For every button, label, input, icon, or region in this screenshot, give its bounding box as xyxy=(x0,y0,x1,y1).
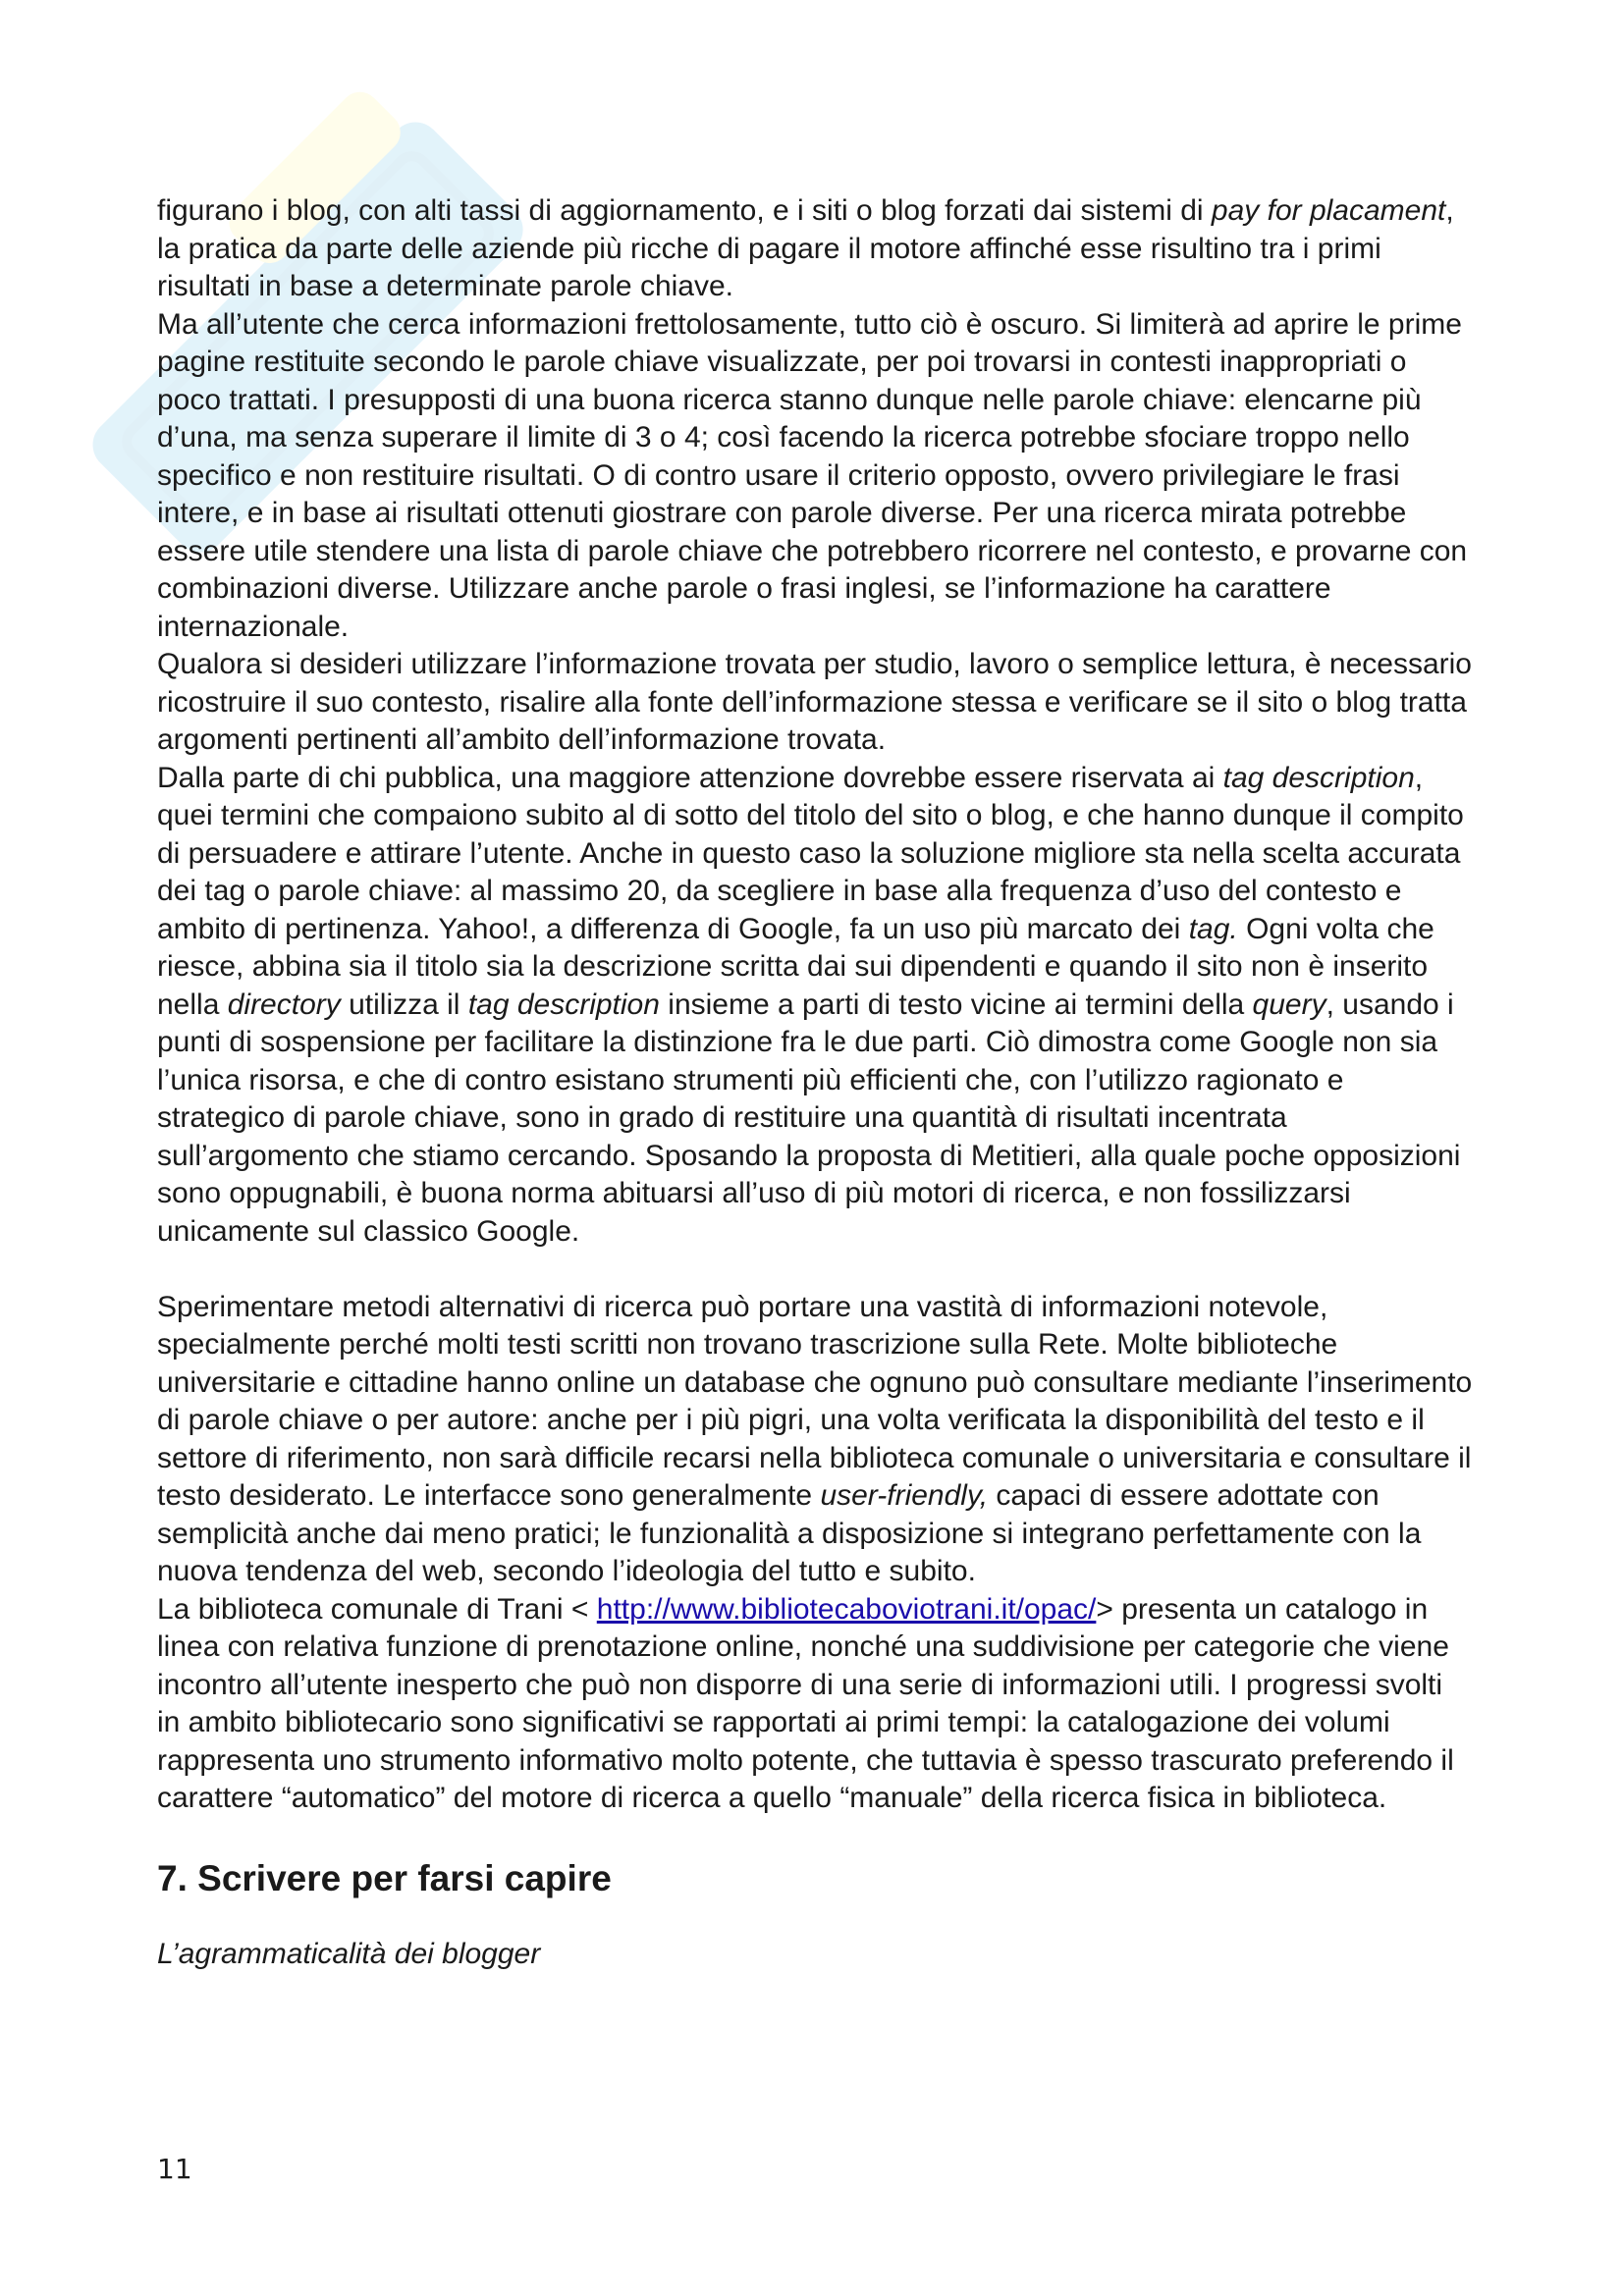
body-paragraph xyxy=(157,306,1473,647)
body-paragraph xyxy=(157,1289,1473,1591)
text-run: , la pratica da parte delle aziende più ricche di pagare il motore affinché esse risultino tra i primi risultati in base a determinate parole chiave. xyxy=(157,194,1454,302)
text-run: Ogni volta che riesce, abbina sia il titolo sia la descrizione scritta dai sui dipendenti e quando il sito non è inserito nella xyxy=(157,912,1434,1021)
body-paragraph xyxy=(157,760,1473,1252)
italic-term: tag. xyxy=(1188,912,1238,945)
text-run: insieme a parti di testo vicine ai termini della xyxy=(659,988,1253,1021)
italic-term: pay for placament xyxy=(1211,194,1446,227)
text-run: Ma all’utente che cerca informazioni frettolosamente, tutto ciò è oscuro. Si limiterà ad aprire le prime pagine restituite secondo le parole chiave visualizzate, per poi trovarsi in contesti inappropriati o poco trattati. I presupposti di una buona ricerca stanno dunque nelle parole chiave: elencarne più d’una, ma senza superare il limite di 3 o 4; così facendo la ricerca potrebbe sfociare troppo nello specifico e non restituire risultati. O di contro usare il criterio opposto, ovvero privilegiare le frasi intere, e in base ai risultati ottenuti giostrare con parole diverse. Per una ricerca mirata potrebbe essere utile stendere una lista di parole chiave che potrebbero ricorrere nel contesto, e provarne con combinazioni diverse. Utilizzare anche parole o frasi inglesi, se l’informazione ha carattere internazionale. xyxy=(157,307,1468,643)
text-run: La biblioteca comunale di Trani < xyxy=(157,1592,597,1626)
text-run: Qualora si desideri utilizzare l’informazione trovata per studio, lavoro o semplice lettura, è necessario ricostruire il suo contesto, risalire alla fonte dell’informazione stessa e verificare se il sito o blog tratta argomenti pertinenti all’ambito dell’informazione trovata. xyxy=(157,648,1472,756)
text-run: > presenta un catalogo in linea con relativa funzione di prenotazione online, nonché una suddivisione per categorie che viene incontro all’utente inesperto che può non disporre di una serie di informazioni utili. I progressi svolti in ambito bibliotecario sono significativi se rapportati ai primi tempi: la catalogazione dei volumi rappresenta uno strumento informativo molto potente, che tuttavia è spesso trascurato preferendo il carattere “automatico” del motore di ricerca a quello “manuale” della ricerca fisica in biblioteca. xyxy=(157,1592,1454,1814)
italic-term: query xyxy=(1252,988,1326,1021)
body-paragraph xyxy=(157,1591,1473,1818)
paragraph-spacer xyxy=(157,1251,1473,1289)
section-subheading: L’agrammaticalità dei blogger xyxy=(157,1937,541,1970)
body-paragraph xyxy=(157,192,1473,306)
text-run: Dalla parte di chi pubblica, una maggiore attenzione dovrebbe essere riservata ai xyxy=(157,761,1223,794)
text-run: Sperimentare metodi alternativi di ricerca può portare una vastità di informazioni notevole, specialmente perché molti testi scritti non trovano trascrizione sulla Rete. Molte biblioteche universitarie e cittadine hanno online un database che ognuno può consultare mediante l’inserimento di parole chiave o per autore: anche per i più pigri, una volta verificata la disponibilità del testo e il settore di riferimento, non sarà difficile recarsi nella biblioteca comunale o universitaria e consultare il testo desiderato. Le interfacce sono generalmente xyxy=(157,1290,1473,1512)
library-catalog-link[interactable]: http://www.bibliotecaboviotrani.it/opac/ xyxy=(596,1592,1097,1626)
text-run: capaci di essere adottate con semplicità anche dai meno pratici; le funzionalità a disposizione si integrano perfettamente con la nuova tendenza del web, secondo l’ideologia del tutto e subito. xyxy=(157,1479,1422,1587)
section-heading: 7. Scrivere per farsi capire xyxy=(157,1857,612,1898)
italic-term: directory xyxy=(227,988,341,1021)
italic-term: tag description xyxy=(1222,761,1415,794)
text-run: , usando i punti di sospensione per facilitare la distinzione fra le due parti. Ciò dimostra come Google non sia l’unica risorsa, e che di contro esistano strumenti più efficienti che, con l’utilizzo ragionato e strategico di parole chiave, sono in grado di restituire una quantità di risultati incentrata sull’argomento che stiamo cercando. Sposando la proposta di Metitieri, alla quale poche opposizioni sono oppugnabili, è buona norma abituarsi all’uso di più motori di ricerca, e non fossilizzarsi unicamente sul classico Google. xyxy=(157,988,1461,1248)
text-run: utilizza il xyxy=(340,988,468,1021)
italic-term: user-friendly, xyxy=(820,1479,989,1512)
italic-term: tag description xyxy=(467,988,660,1021)
body-paragraph xyxy=(157,646,1473,760)
page-number: 11 xyxy=(157,2153,192,2185)
text-run: , quei termini che compaiono subito al di sotto del titolo del sito o blog, e che hanno dunque il compito di persuadere e attirare l’utente. Anche in questo caso la soluzione migliore sta nella scelta accurata dei tag o parole chiave: al massimo 20, da scegliere in base alla frequenza d’uso del contesto e ambito di pertinenza. Yahoo!, a differenza di Google, fa un uso più marcato dei xyxy=(157,761,1464,945)
document-body xyxy=(157,192,1473,1973)
text-run: figurano i blog, con alti tassi di aggiornamento, e i siti o blog forzati dai sistemi di xyxy=(157,194,1212,227)
